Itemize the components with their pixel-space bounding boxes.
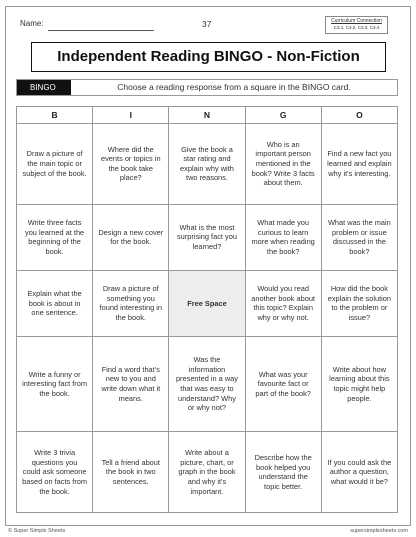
bingo-square[interactable]: What was the main problem or issue discussed in the book? — [321, 204, 397, 270]
bingo-square[interactable]: Draw a picture of something you found interesting in the book. — [93, 270, 169, 336]
bingo-square[interactable]: Write about how learning about this topic might help people. — [321, 336, 397, 431]
bingo-square[interactable]: Describe how the book helped you understand the topic better. — [245, 432, 321, 513]
copyright-footer: © Super Simple Sheets — [8, 528, 66, 534]
column-header-b: B — [17, 107, 93, 124]
bingo-square[interactable]: Write a funny or interesting fact from the book. — [17, 336, 93, 431]
bingo-square[interactable]: Explain what the book is about in one sentence. — [17, 270, 93, 336]
bingo-square[interactable]: Find a word that's new to you and write down what it means. — [93, 336, 169, 431]
name-label: Name: — [20, 19, 44, 28]
bingo-square[interactable]: Write about a picture, chart, or graph in the book and why it's important. — [169, 432, 245, 513]
bingo-square[interactable]: Was the information presented in a way that was easy to understand? Why or why not? — [169, 336, 245, 431]
name-field-line[interactable] — [48, 30, 154, 31]
bingo-row — [17, 432, 398, 513]
column-header-o: O — [321, 107, 397, 124]
bingo-square[interactable]: Write 3 trivia questions you could ask someone based on facts from the book. — [17, 432, 93, 513]
bingo-instruction-bar — [16, 79, 398, 96]
curriculum-connection-box — [325, 16, 388, 34]
bingo-square[interactable]: How did the book explain the solution to the problem or issue? — [321, 270, 397, 336]
bingo-row — [17, 270, 398, 336]
bingo-instruction: Choose a reading response from a square in the BINGO card. — [117, 82, 351, 92]
bingo-square[interactable]: Design a new cover for the book. — [93, 204, 169, 270]
bingo-square[interactable]: What was your favourite fact or part of the book? — [245, 336, 321, 431]
curriculum-codes: C3.1, C3.2, C3.3, C3.4 — [333, 25, 380, 30]
website-footer: supersimplesheets.com — [350, 528, 408, 534]
bingo-square[interactable]: Give the book a star rating and explain why with two reasons. — [169, 124, 245, 205]
bingo-square[interactable]: Who is an important person mentioned in the book? Write 3 facts about them. — [245, 124, 321, 205]
bingo-square[interactable]: What made you curious to learn more when reading the book? — [245, 204, 321, 270]
bingo-square[interactable]: Where did the events or topics in the book take place? — [93, 124, 169, 205]
worksheet-title: Independent Reading BINGO - Non-Fiction — [31, 42, 386, 72]
free-space-square[interactable]: Free Space — [169, 270, 245, 336]
bingo-square[interactable]: Would you read another book about this topic? Explain why or why not. — [245, 270, 321, 336]
bingo-square[interactable]: Find a new fact you learned and explain why it's interesting. — [321, 124, 397, 205]
curriculum-connection-title: Curriculum Connection — [331, 18, 382, 24]
bingo-square[interactable]: Write three facts you learned at the beginning of the book. — [17, 204, 93, 270]
bingo-square[interactable]: What is the most surprising fact you learned? — [169, 204, 245, 270]
column-header-g: G — [245, 107, 321, 124]
page-number: 37 — [202, 19, 212, 29]
bingo-square[interactable]: Tell a friend about the book in two sentences. — [93, 432, 169, 513]
bingo-square[interactable]: If you could ask the author a question, what would it be? — [321, 432, 397, 513]
bingo-row — [17, 204, 398, 270]
column-header-n: N — [169, 107, 245, 124]
bingo-tag: BINGO — [17, 80, 71, 95]
bingo-square[interactable]: Draw a picture of the main topic or subject of the book. — [17, 124, 93, 205]
bingo-header-row — [17, 107, 398, 124]
bingo-row — [17, 336, 398, 431]
bingo-row — [17, 124, 398, 205]
bingo-card — [16, 106, 398, 513]
column-header-i: I — [93, 107, 169, 124]
